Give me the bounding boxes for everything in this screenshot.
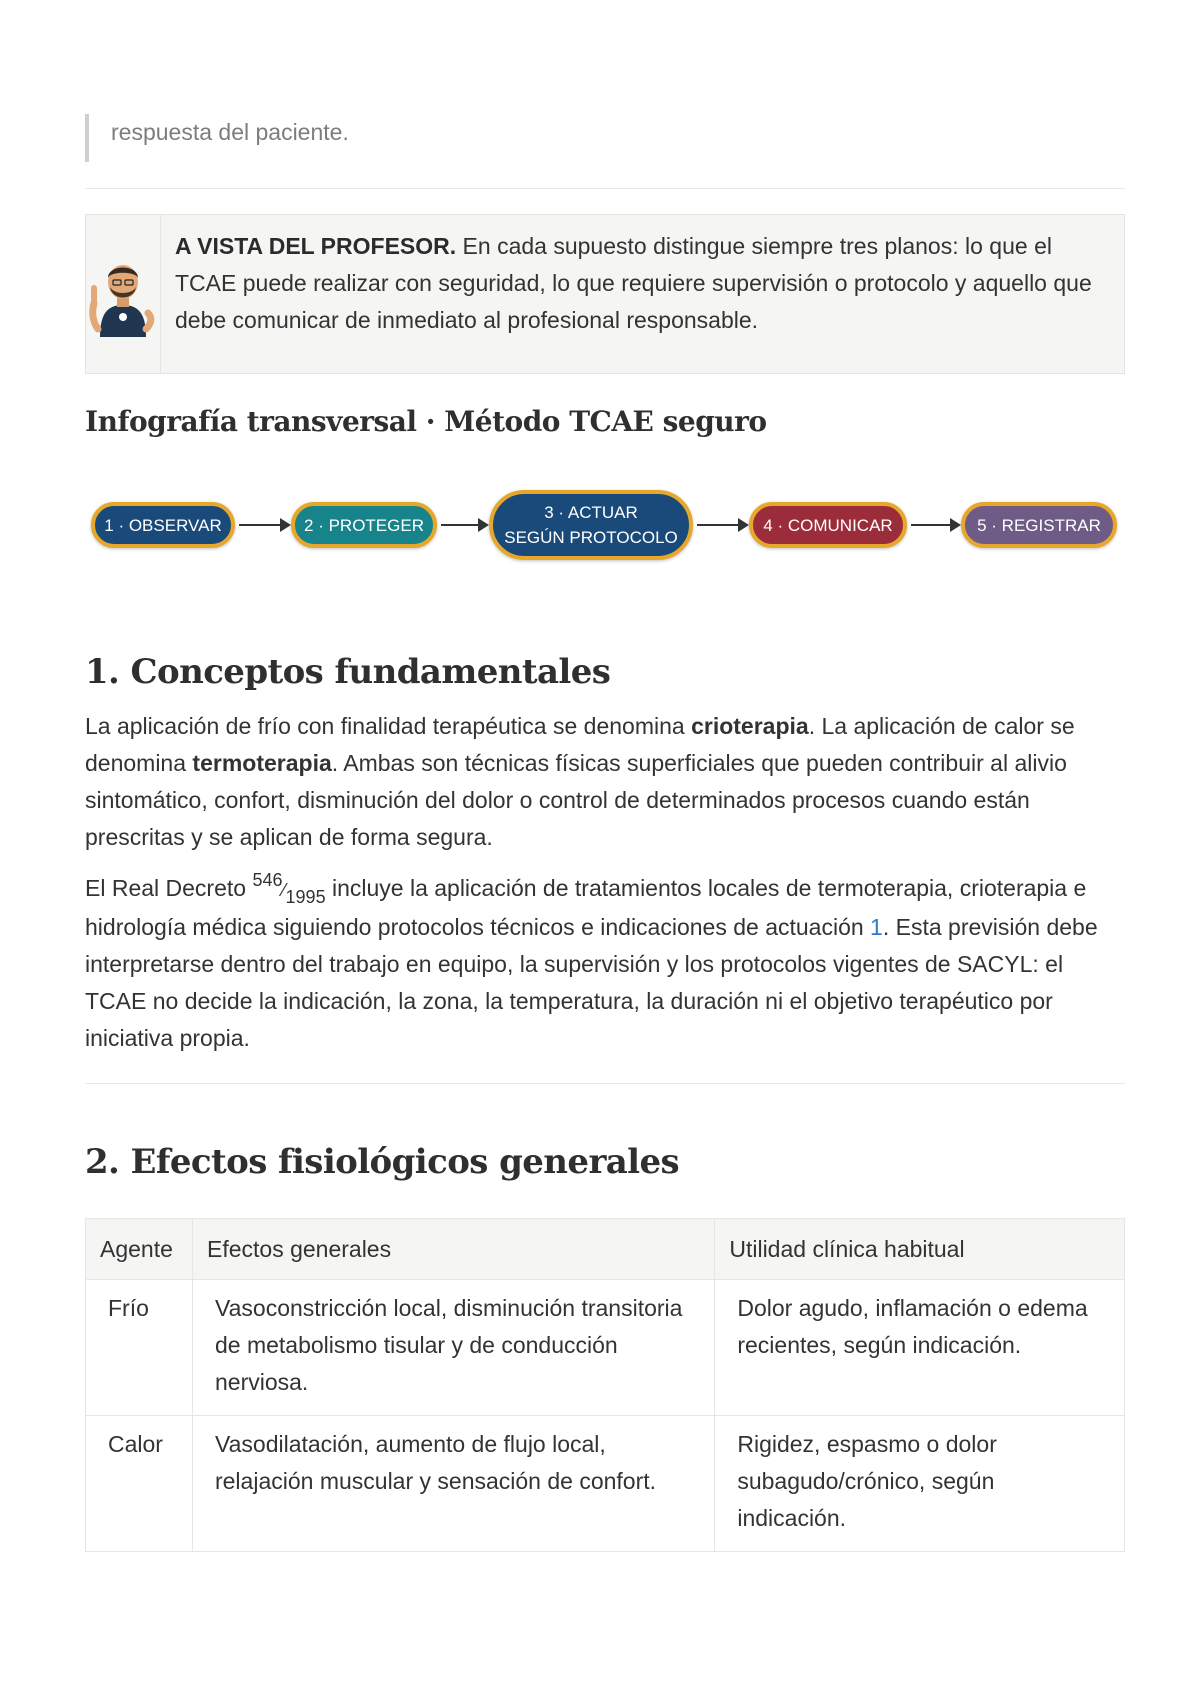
- table-cell: Dolor agudo, inflamación o edema recientes, según indicación.: [715, 1280, 1125, 1416]
- text-run: . Esta previsión debe interpretarse dentro del trabajo en equipo, la supervisión y los protocolos vigentes de SACYL: el TCAE no decide la indicación, la zona, la temperatura, la duración ni el objetivo terapéutico por iniciativa propia.: [85, 914, 1098, 1051]
- teacher-tip-callout: [85, 214, 1125, 374]
- fraction-numerator: 546: [252, 870, 283, 890]
- fraction-denominator: 1995: [285, 887, 326, 907]
- decree-fraction: [252, 870, 325, 907]
- text-run: . La aplicación de calor se denomina: [85, 713, 1075, 776]
- text-run: La aplicación de frío con finalidad terapéutica se denomina: [85, 713, 692, 739]
- text-run: El Real Decreto: [85, 875, 253, 901]
- teacher-tip-body: En cada supuesto distingue siempre tres planos: lo que el TCAE puede realizar con seguridad, lo que requiere supervisión o protocolo y aquello que debe comunicar de inmediato al profesional responsable.: [175, 233, 1092, 333]
- term-crioterapia: crioterapia: [691, 713, 809, 739]
- infographic-title: Infografía transversal · Método TCAE seguro: [85, 405, 767, 438]
- table-cell: Calor: [86, 1416, 193, 1552]
- teacher-avatar: [86, 215, 161, 373]
- teacher-tip-heading: A VISTA DEL PROFESOR.: [175, 233, 457, 259]
- teacher-avatar-icon: [86, 251, 160, 337]
- flow-step-actuar: [489, 490, 693, 560]
- flow-arrow: [697, 524, 747, 526]
- flow-step-comunicar: [749, 502, 907, 548]
- section-1-title: 1. Conceptos fundamentales: [85, 652, 611, 692]
- flow-step-observar: [91, 502, 235, 548]
- teacher-tip-text: [161, 215, 1124, 373]
- flow-arrow: [239, 524, 289, 526]
- table-row: [86, 1280, 1125, 1416]
- text-run: . Ambas son técnicas físicas superficiales que pueden contribuir al alivio sintomático, confort, disminución del dolor o control de determinados procesos cuando están prescritas y se aplican de forma segura.: [85, 750, 1067, 850]
- section-2-title: 2. Efectos fisiológicos generales: [85, 1142, 680, 1182]
- flow-arrow: [911, 524, 959, 526]
- table-cell: Rigidez, espasmo o dolor subagudo/crónico, según indicación.: [715, 1416, 1125, 1552]
- term-termoterapia: termoterapia: [192, 750, 332, 776]
- flow-arrow: [441, 524, 487, 526]
- flow-step-proteger: [291, 502, 437, 548]
- effects-table: [85, 1218, 1125, 1552]
- blockquote-text: respuesta del paciente.: [111, 119, 349, 145]
- infographic-flow: [85, 485, 1125, 565]
- paragraph: [85, 708, 1125, 856]
- blockquote: [85, 114, 1125, 162]
- flow-step-label-line2: SEGÚN PROTOCOLO: [504, 528, 678, 547]
- table-header-cell: Efectos generales: [192, 1219, 714, 1280]
- table-cell: Vasoconstricción local, disminución transitoria de metabolismo tisular y de conducción nerviosa.: [192, 1280, 714, 1416]
- section-1-body: [85, 708, 1125, 1057]
- flow-step-label: 1 · OBSERVAR: [104, 515, 222, 535]
- flow-step-registrar: [961, 502, 1117, 548]
- table-header-row: [86, 1219, 1125, 1280]
- flow-step-label: 2 · PROTEGER: [304, 515, 424, 535]
- paragraph: [85, 870, 1125, 1057]
- flow-step-label: 4 · COMUNICAR: [763, 515, 893, 535]
- table-cell: Vasodilatación, aumento de flujo local, relajación muscular y sensación de confort.: [192, 1416, 714, 1552]
- flow-step-label: 3 · ACTUAR: [544, 503, 638, 522]
- reference-link[interactable]: 1: [870, 914, 883, 940]
- table-cell: Frío: [86, 1280, 193, 1416]
- divider: [85, 1083, 1125, 1084]
- table-header-cell: Utilidad clínica habitual: [715, 1219, 1125, 1280]
- fraction-slash: ⁄: [282, 880, 286, 900]
- text-run: incluye la aplicación de tratamientos locales de termoterapia, crioterapia e hidrología médica siguiendo protocolos técnicos e indicaciones de actuación: [85, 875, 1087, 940]
- divider: [85, 188, 1125, 189]
- table-header-cell: Agente: [86, 1219, 193, 1280]
- table-row: [86, 1416, 1125, 1552]
- flow-step-label: 5 · REGISTRAR: [977, 515, 1101, 535]
